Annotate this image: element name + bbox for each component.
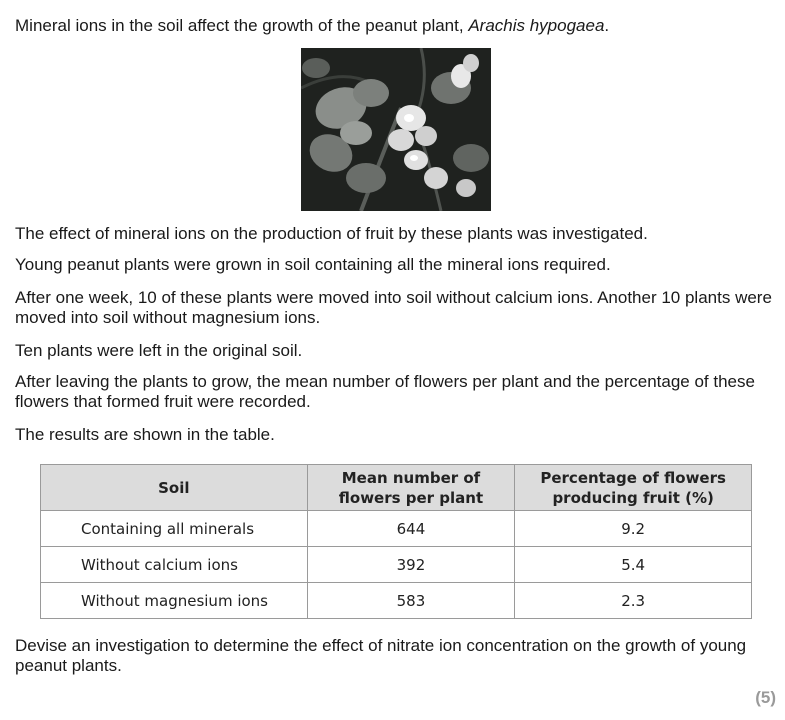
mean-flowers-cell: 583 bbox=[307, 583, 515, 619]
intro-text bbox=[15, 16, 609, 36]
header-percentage-fruit: Percentage of flowers producing fruit (%) bbox=[515, 465, 752, 511]
table-header-row bbox=[41, 465, 752, 511]
paragraph-5: After leaving the plants to grow, the mean number of flowers per plant and the percentage of these flowers that formed fruit were recorded. bbox=[15, 372, 755, 411]
mean-flowers-cell: 644 bbox=[307, 511, 515, 547]
paragraph-4: Ten plants were left in the original soil. bbox=[15, 341, 303, 360]
marks-label: (5) bbox=[755, 688, 776, 707]
paragraph-2: Young peanut plants were grown in soil containing all the mineral ions required. bbox=[15, 255, 611, 274]
header-soil: Soil bbox=[41, 465, 308, 511]
table-row bbox=[41, 583, 752, 619]
soil-cell: Containing all minerals bbox=[41, 511, 308, 547]
species-name: Arachis hypogaea bbox=[468, 16, 605, 35]
mean-flowers-cell: 392 bbox=[307, 547, 515, 583]
soil-cell: Without calcium ions bbox=[41, 547, 308, 583]
percentage-cell: 9.2 bbox=[515, 511, 752, 547]
soil-cell: Without magnesium ions bbox=[41, 583, 308, 619]
question-text: Devise an investigation to determine the effect of nitrate ion concentration on the growth of young peanut plants. bbox=[15, 636, 747, 675]
paragraph-6: The results are shown in the table. bbox=[15, 425, 275, 444]
results-table bbox=[40, 464, 752, 619]
paragraph-3: After one week, 10 of these plants were moved into soil without calcium ions. Another 10 plants were moved into soil without magnesium ions. bbox=[15, 288, 772, 327]
peanut-plant-photo bbox=[301, 48, 491, 211]
intro-text-after: . bbox=[604, 16, 610, 35]
peanut-plant-illustration bbox=[301, 48, 491, 211]
header-mean-flowers: Mean number of flowers per plant bbox=[307, 465, 515, 511]
intro-text-before: Mineral ions in the soil affect the growth of the peanut plant, bbox=[15, 16, 469, 35]
table-row bbox=[41, 547, 752, 583]
percentage-cell: 5.4 bbox=[515, 547, 752, 583]
table-row bbox=[41, 511, 752, 547]
percentage-cell: 2.3 bbox=[515, 583, 752, 619]
paragraph-1: The effect of mineral ions on the production of fruit by these plants was investigated. bbox=[15, 224, 648, 243]
